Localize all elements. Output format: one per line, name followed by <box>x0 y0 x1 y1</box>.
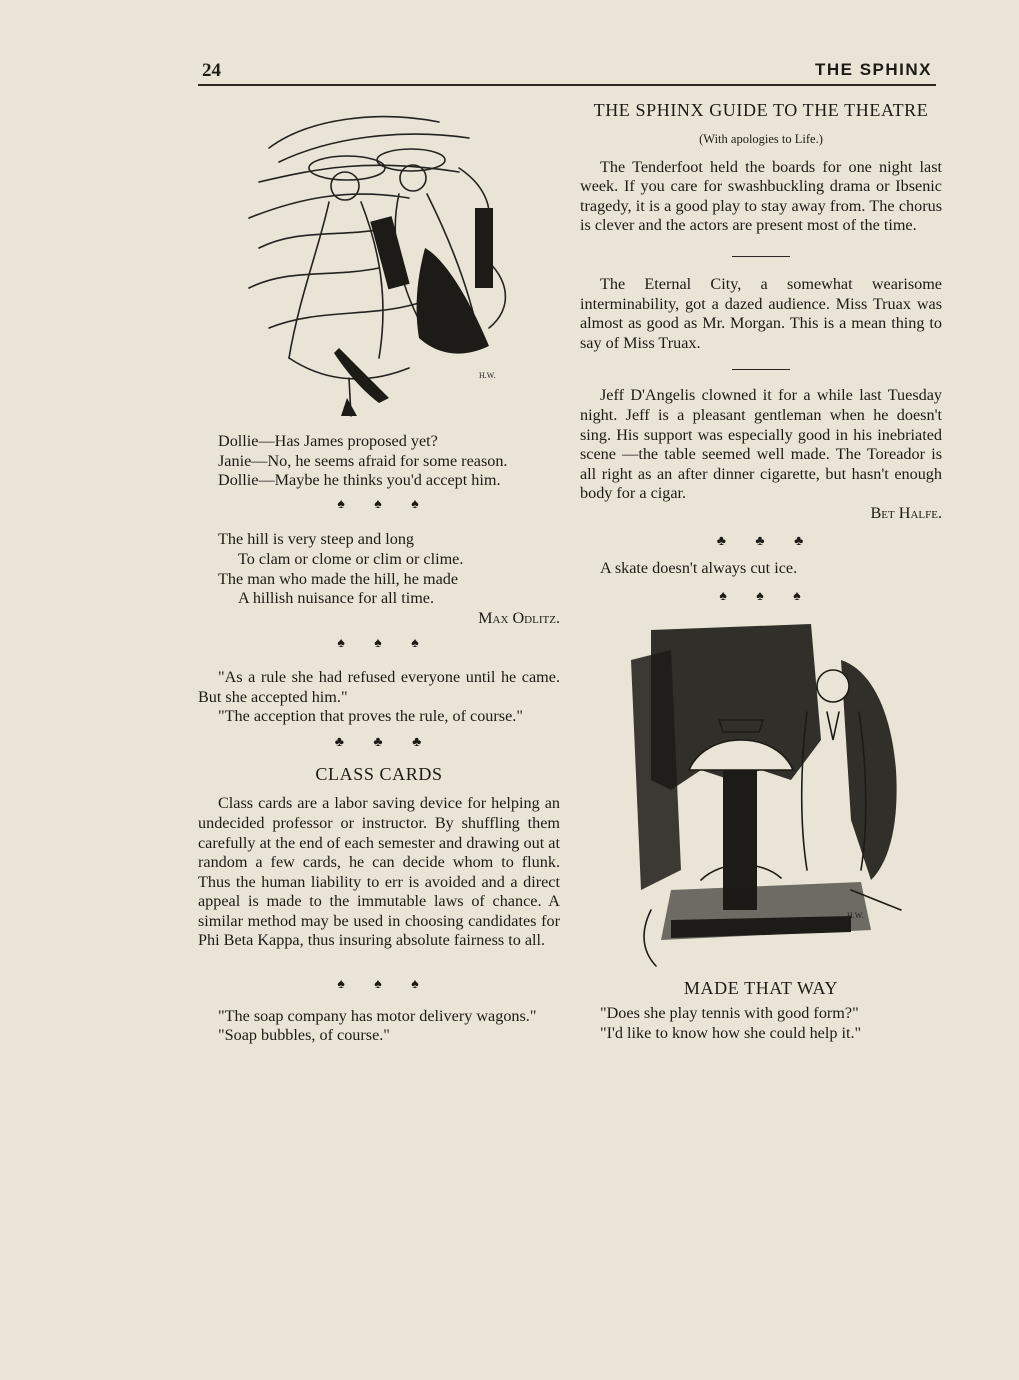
ornament-separator: ♠ ♠ ♠ <box>337 496 421 512</box>
page-number: 24 <box>202 60 221 81</box>
ornament-separator: ♠ ♠ ♠ <box>337 977 421 993</box>
theatre-signature: Bet Halfe. <box>870 503 942 522</box>
joke-dollie-line2: Dollie—Maybe he thinks you'd accept him. <box>218 471 501 490</box>
svg-text:H.W.: H.W. <box>847 911 864 921</box>
class-cards-title: CLASS CARDS <box>315 764 443 785</box>
hill-poem <box>198 530 560 608</box>
ornament-separator: ♣ ♣ ♣ <box>716 533 806 549</box>
short-rule <box>732 256 790 257</box>
theatre-guide-subtitle: (With apologies to Life.) <box>699 132 823 146</box>
joke-janie-line: Janie—No, he seems afraid for some reason. <box>218 451 508 470</box>
ornament-separator: ♠ ♠ ♠ <box>337 636 421 652</box>
joke-dollie-line1: Dollie—Has James proposed yet? <box>218 432 438 450</box>
poem-line: The hill is very steep and long <box>218 530 415 549</box>
sketch-man-at-lamp-desk-icon <box>611 620 911 972</box>
made-that-way-title: MADE THAT WAY <box>683 978 839 999</box>
left-column <box>198 98 560 1046</box>
made-that-way-line1: "Does she play tennis with good form?" <box>600 1004 859 1023</box>
poem-line: The man who made the hill, he made <box>218 569 459 588</box>
joke-rule-line1: "As a rule she had refused everyone until he came. But she accepted him." <box>198 667 560 706</box>
eternal-city-paragraph: The Eternal City, a somewhat wearisome interminability, got a dazed audience. Miss Truax was almost as good as Mr. Morgan. This is a mean thing to say of Miss Truax. <box>580 274 942 352</box>
svg-text:H.W.: H.W. <box>479 371 496 380</box>
joke-soap-line2: "Soap bubbles, of course." <box>218 1026 390 1045</box>
poem-line: To clam or clome or clim or clime. <box>238 549 464 568</box>
header-rule <box>198 84 936 86</box>
poem-line: A hillish nuisance for all time. <box>238 589 435 608</box>
ornament-separator: ♠ ♠ ♠ <box>719 588 803 604</box>
page-header <box>198 58 936 86</box>
skate-joke: A skate doesn't always cut ice. <box>600 559 798 578</box>
right-column <box>580 98 942 1043</box>
running-title: THE SPHINX <box>814 60 932 79</box>
sketch-two-women-in-wind-icon <box>229 98 529 420</box>
tenderfoot-paragraph: The Tenderfoot held the boards for one night last week. If you care for swashbuckling drama or Ibsenic tragedy, it is a good play to stay away from. The chorus is clever and the actors are present most of the time. <box>580 157 942 235</box>
short-rule <box>732 369 790 370</box>
poem-signature: Max Odlitz. <box>478 608 560 627</box>
theatre-guide-title: THE SPHINX GUIDE TO THE THEATRE <box>593 100 929 120</box>
jeff-dangelis-paragraph: Jeff D'Angelis clowned it for a while last Tuesday night. Jeff is a pleasant gentleman when he doesn't sing. His support was especially good in his inebriated scene —the table seemed well made. The Toreador is all right as an after dinner cigarette, but hasn't enough body for a cigar. <box>580 386 942 503</box>
joke-rule-line2: "The acception that proves the rule, of course." <box>218 707 523 726</box>
class-cards-body: Class cards are a labor saving device for helping an undecided professor or instructor. By shuffling them carefully at the end of each semester and drawing out at random a few cards, he can decide whom to flunk. Thus the human liability to err is avoided and a direct appeal is made to the immutable laws of chance. A similar method may be used in choosing candidates for Phi Beta Kappa, thus insuring absolute fairness to all. <box>198 794 560 950</box>
made-that-way-line2: "I'd like to know how she could help it." <box>600 1023 862 1042</box>
joke-soap-line1: "The soap company has motor delivery wagons." <box>218 1006 537 1025</box>
ornament-separator: ♣ ♣ ♣ <box>334 734 424 750</box>
